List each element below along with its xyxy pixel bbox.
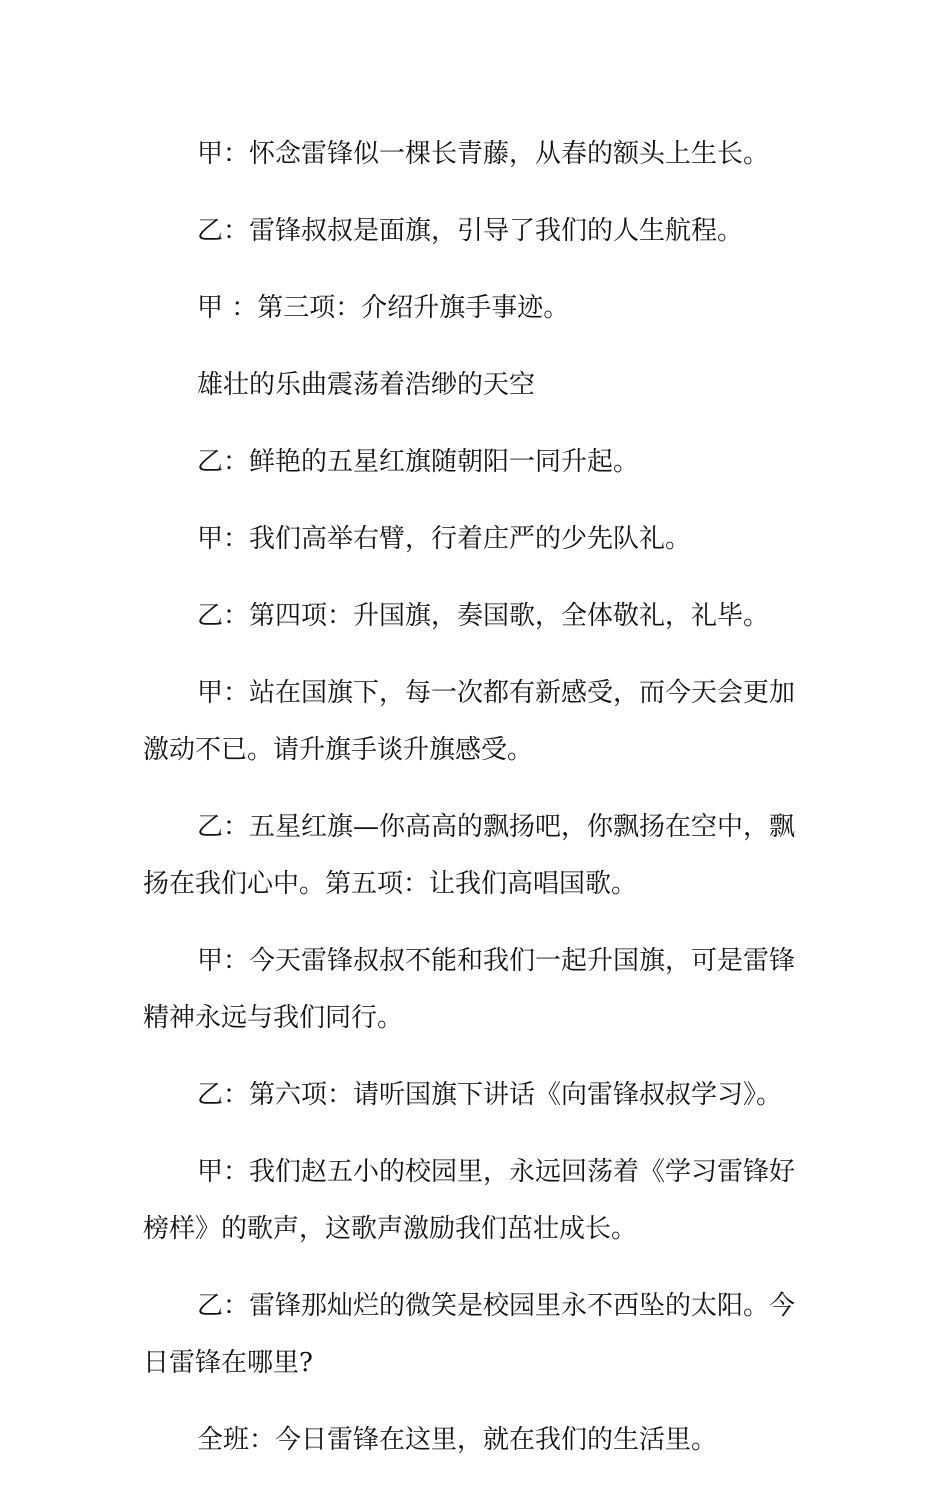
paragraph: 乙：第四项：升国旗，奏国歌，全体敬礼，礼毕。 (197, 601, 770, 631)
paragraph: 乙：雷锋那灿烂的微笑是校园里永不西坠的太阳。今日雷锋在哪里? (143, 1291, 796, 1378)
paragraph: 甲：今天雷锋叔叔不能和我们一起升国旗，可是雷锋精神永远与我们同行。 (143, 946, 796, 1033)
paragraph: 乙：第六项：请听国旗下讲话《向雷锋叔叔学习》。 (197, 1080, 783, 1110)
paragraph: 全班：今日雷锋在这里，就在我们的生活里。 (197, 1425, 718, 1455)
paragraph: 甲：我们赵五小的校园里，永远回荡着《学习雷锋好榜样》的歌声，这歌声激励我们茁壮成长。 (143, 1157, 796, 1244)
paragraph: 乙：鲜艳的五星红旗随朝阳一同升起。 (197, 447, 640, 477)
paragraph: 甲：我们高举右臂，行着庄严的少先队礼。 (197, 524, 692, 554)
paragraph: 乙：雷锋叔叔是面旗，引导了我们的人生航程。 (197, 216, 744, 246)
paragraph: 乙：五星红旗—你高高的飘扬吧，你飘扬在空中，飘扬在我们心中。第五项：让我们高唱国歌。 (143, 812, 796, 899)
paragraph: 甲：怀念雷锋似一棵长青藤，从春的额头上生长。 (197, 139, 770, 169)
paragraph: 雄壮的乐曲震荡着浩缈的天空 (197, 370, 536, 400)
paragraph: 甲：站在国旗下，每一次都有新感受，而今天会更加激动不已。请升旗手谈升旗感受。 (143, 678, 796, 765)
document-body (143, 126, 811, 1489)
paragraph: 甲 ：第三项：介绍升旗手事迹。 (197, 293, 570, 323)
